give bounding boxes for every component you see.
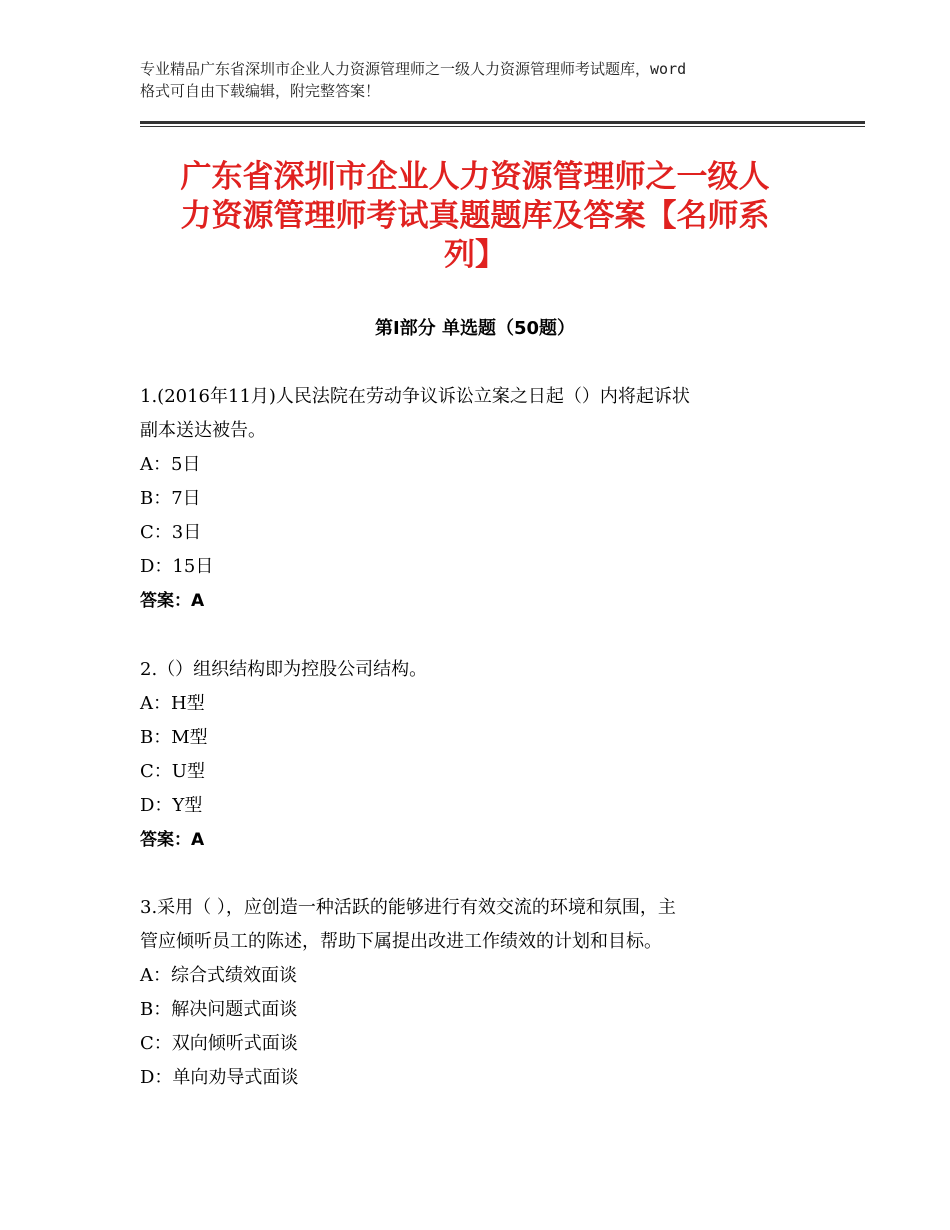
question-2 bbox=[140, 653, 810, 857]
question-stem-line: 1.(2016年11月)人民法院在劳动争议诉讼立案之日起（）内将起诉状 bbox=[140, 386, 690, 407]
question-stem-line: 副本送达被告。 bbox=[140, 420, 266, 441]
answer-label: 答案：A bbox=[140, 591, 205, 611]
option-a: A：H型 bbox=[140, 693, 205, 714]
document-title-line-1: 广东省深圳市企业人力资源管理师之一级人 bbox=[180, 159, 770, 195]
question-stem-line: 管应倾听员工的陈述，帮助下属提出改进工作绩效的计划和目标。 bbox=[140, 931, 662, 952]
header-note-line-1: 专业精品广东省深圳市企业人力资源管理师之一级人力资源管理师考试题库，word bbox=[140, 60, 687, 78]
section-title: 第Ⅰ部分 单选题（50题） bbox=[374, 318, 575, 339]
option-d: D：Y型 bbox=[140, 795, 203, 816]
option-d: D：单向劝导式面谈 bbox=[140, 1067, 299, 1088]
header-rule-thick bbox=[140, 121, 865, 124]
question-stem-line: 2.（）组织结构即为控股公司结构。 bbox=[140, 659, 428, 680]
option-c: C：双向倾听式面谈 bbox=[140, 1033, 298, 1054]
header-note-line-2: 格式可自由下载编辑，附完整答案！ bbox=[140, 82, 381, 100]
document-title-line-3: 列】 bbox=[444, 237, 506, 273]
option-b: B：解决问题式面谈 bbox=[140, 999, 298, 1020]
question-1 bbox=[140, 380, 810, 618]
option-b: B：7日 bbox=[140, 488, 201, 509]
question-3 bbox=[140, 891, 810, 1095]
header-rule-thin bbox=[140, 126, 865, 127]
option-c: C：U型 bbox=[140, 761, 205, 782]
option-a: A：综合式绩效面谈 bbox=[140, 965, 297, 986]
header-note bbox=[140, 58, 840, 102]
question-stem-line: 3.采用（ ），应创造一种活跃的能够进行有效交流的环境和氛围，主 bbox=[140, 897, 676, 918]
document-title-line-2: 力资源管理师考试真题题库及答案【名师系 bbox=[180, 198, 770, 234]
option-b: B：M型 bbox=[140, 727, 208, 748]
option-a: A：5日 bbox=[140, 454, 201, 475]
answer-label: 答案：A bbox=[140, 830, 205, 850]
document-title bbox=[140, 158, 810, 275]
option-d: D：15日 bbox=[140, 556, 214, 577]
option-c: C：3日 bbox=[140, 522, 202, 543]
